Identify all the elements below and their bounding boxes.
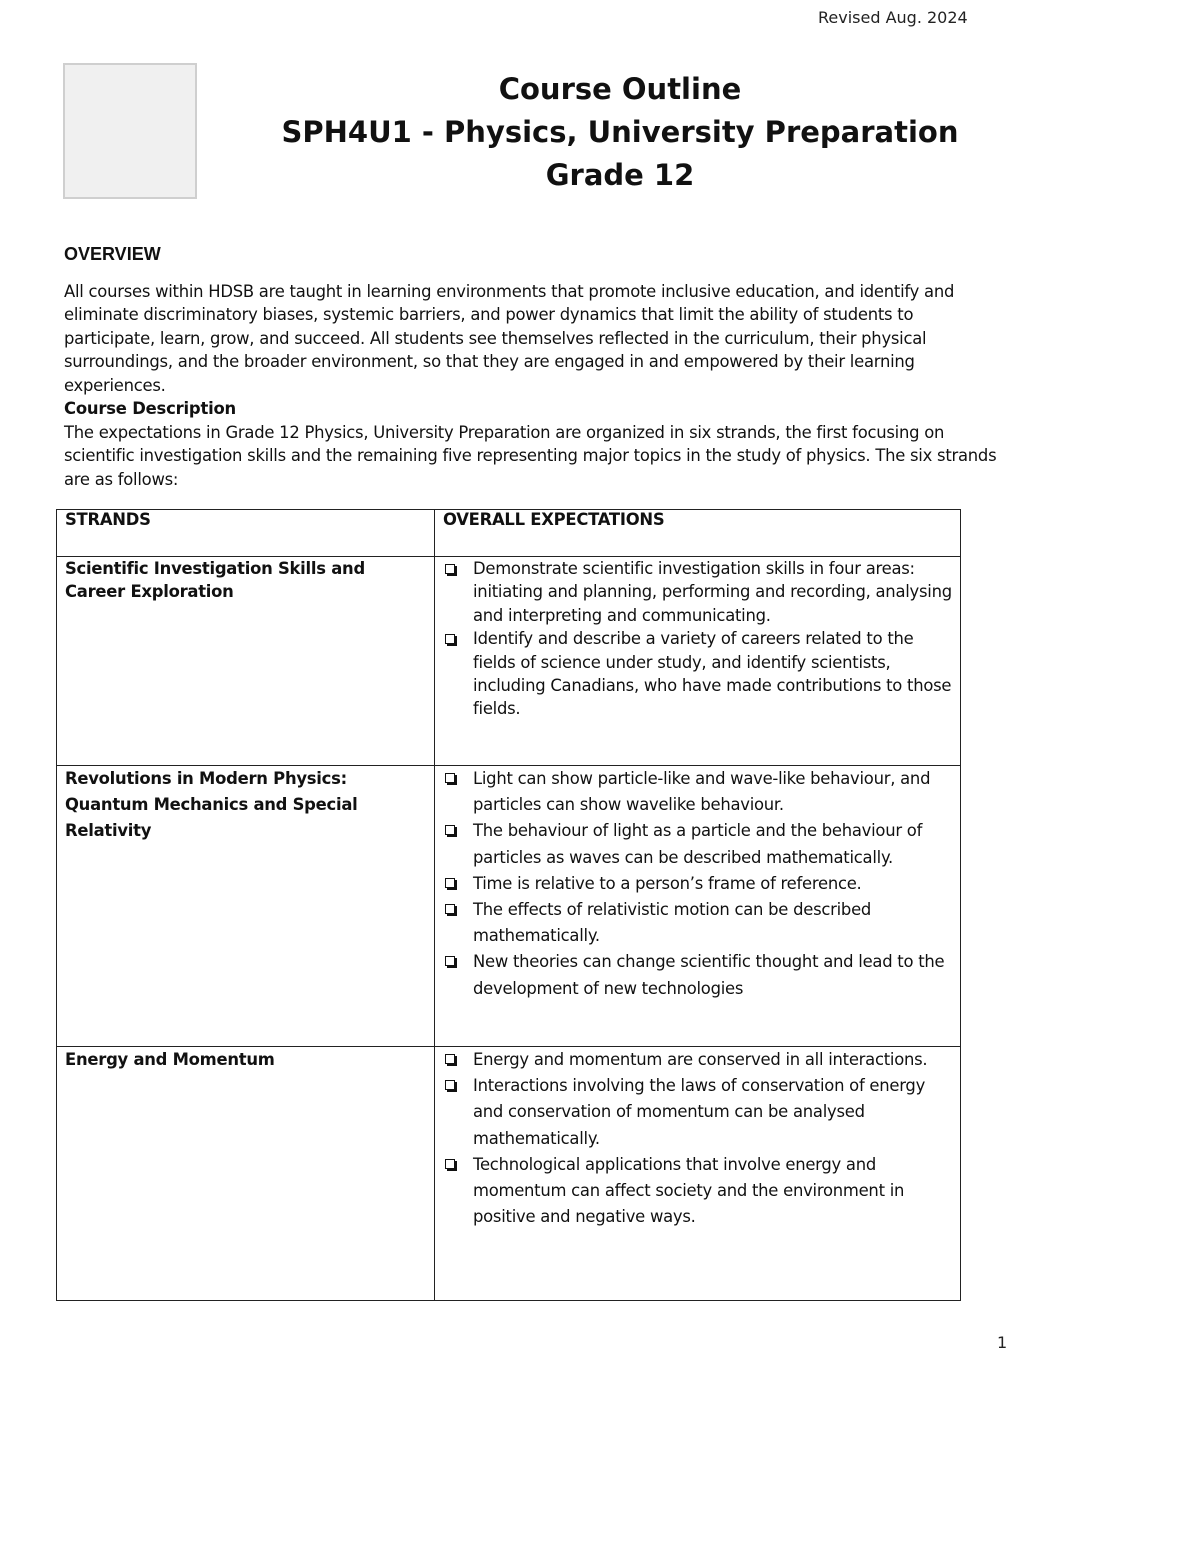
expectations-list [443, 557, 952, 721]
course-description-paragraph: The expectations in Grade 12 Physics, University Preparation are organized in six strands, the first focusing on scientific investigation skills and the remaining five representing major topics in the study of physics. The six strands are as follows: [64, 423, 997, 489]
title-course-code: SPH4U1 - Physics, University Preparation [281, 115, 959, 149]
expectations-cell [435, 1047, 961, 1301]
expectation-text: Energy and momentum are conserved in all interactions. [473, 1050, 928, 1069]
table-row [57, 557, 961, 766]
list-item [443, 627, 952, 721]
title-grade: Grade 12 [545, 158, 695, 192]
page-number: 1 [997, 1333, 1008, 1352]
checkbox-bullet-icon [445, 878, 455, 888]
list-item [443, 1047, 952, 1073]
list-item [443, 897, 952, 949]
overview-paragraph: All courses within HDSB are taught in learning environments that promote inclusive education, and identify and eliminate discriminatory biases, systemic barriers, and power dynamics that limit the ability of students to participate, learn, grow, and succeed. All students see themselves reflected in the curriculum, their physical surroundings, and the broader environment, so that they are engaged in and empowered by their learning experiences. [64, 282, 955, 395]
expectation-text: The effects of relativistic motion can be described mathematically. [473, 900, 872, 946]
header-strands: STRANDS [57, 510, 435, 557]
table-row [57, 766, 961, 1047]
list-item [443, 949, 952, 1001]
title-course-outline: Course Outline [498, 72, 742, 106]
strand-cell [57, 1047, 435, 1301]
list-item [443, 818, 952, 870]
expectation-text: Identify and describe a variety of careers related to the fields of science under study, and identify scientists, including Canadians, who have made contributions to those fields. [473, 629, 952, 719]
expectation-text: New theories can change scientific thought and lead to the development of new technologies [473, 952, 945, 998]
checkbox-bullet-icon [445, 904, 455, 914]
checkbox-bullet-icon [445, 634, 455, 644]
checkbox-bullet-icon [445, 564, 455, 574]
overview-heading: OVERVIEW [64, 244, 161, 264]
strand-name: Scientific Investigation Skills and Career Exploration [65, 559, 365, 602]
expectation-text: The behaviour of light as a particle and the behaviour of particles as waves can be described mathematically. [473, 821, 923, 867]
list-item [443, 1152, 952, 1231]
header-overall-expectations: OVERALL EXPECTATIONS [435, 510, 961, 557]
course-description-heading: Course Description [64, 399, 237, 418]
strand-name: Energy and Momentum [65, 1050, 275, 1069]
list-item [443, 557, 952, 627]
expectation-text: Demonstrate scientific investigation skills in four areas: initiating and planning, performing and recording, analysing and interpreting and communicating. [473, 559, 952, 625]
checkbox-bullet-icon [445, 773, 455, 783]
table-header-row [57, 510, 961, 557]
expectation-text: Interactions involving the laws of conservation of energy and conservation of momentum can be analysed mathematically. [473, 1076, 926, 1148]
checkbox-bullet-icon [445, 1054, 455, 1064]
list-item [443, 1073, 952, 1152]
checkbox-bullet-icon [445, 1159, 455, 1169]
expectation-text: Technological applications that involve energy and momentum can affect society and the environment in positive and negative ways. [473, 1154, 905, 1227]
list-item [443, 766, 952, 818]
expectations-list [443, 766, 952, 1002]
page-title [240, 68, 1000, 197]
strand-name: Revolutions in Modern Physics: Quantum Mechanics and Special Relativity [65, 769, 358, 841]
expectation-text: Time is relative to a person’s frame of reference. [473, 873, 862, 893]
strands-table [56, 509, 961, 1301]
strand-cell [57, 766, 435, 1047]
expectations-cell [435, 557, 961, 766]
strand-cell [57, 557, 435, 766]
expectations-list [443, 1047, 952, 1230]
checkbox-bullet-icon [445, 1080, 455, 1090]
list-item [443, 871, 952, 897]
expectations-cell [435, 766, 961, 1047]
revision-date: Revised Aug. 2024 [818, 8, 968, 27]
checkbox-bullet-icon [445, 825, 455, 835]
school-logo-placeholder [63, 63, 197, 199]
checkbox-bullet-icon [445, 956, 455, 966]
table-row [57, 1047, 961, 1301]
expectation-text: Light can show particle-like and wave-like behaviour, and particles can show wavelike behaviour. [473, 769, 931, 815]
